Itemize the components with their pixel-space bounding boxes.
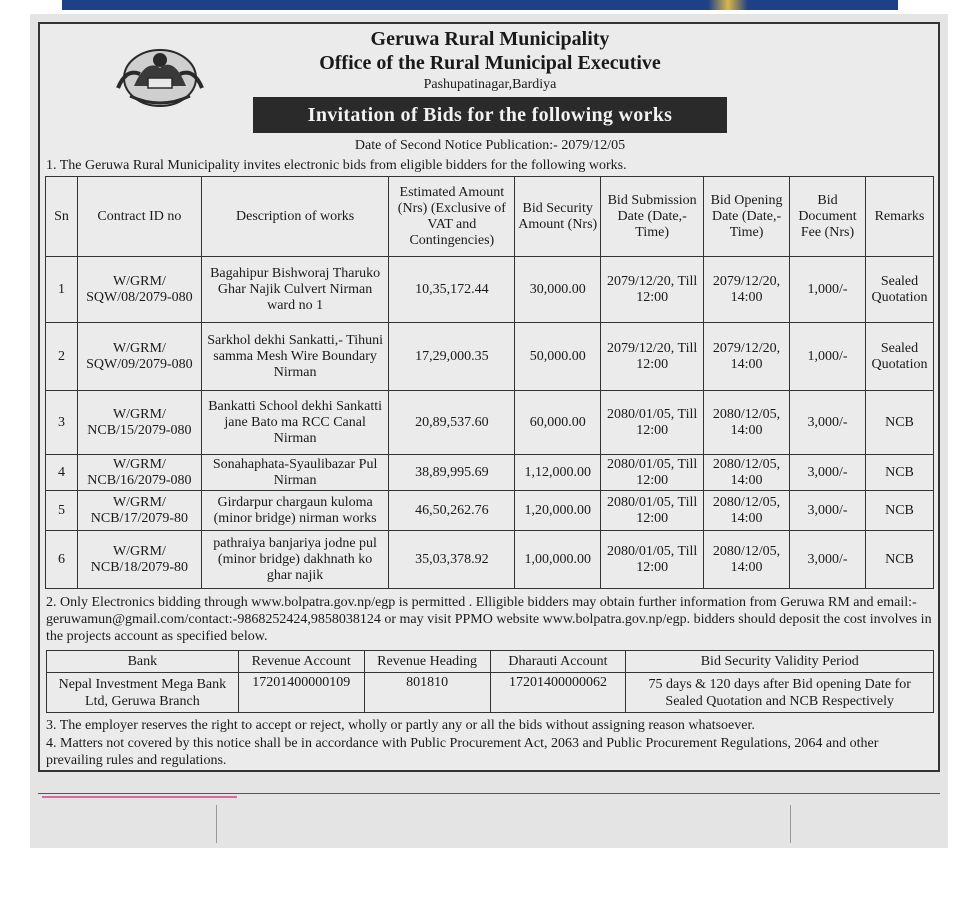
cell-sn: 6 (46, 531, 78, 589)
cell-estimated: 46,50,262.76 (389, 491, 515, 531)
cell-sn: 1 (46, 257, 78, 323)
cell-estimated: 17,29,000.35 (389, 323, 515, 391)
cell-fee: 3,000/- (790, 531, 866, 589)
cell-remarks: NCB (865, 455, 933, 491)
cell-validity: 75 days & 120 days after Bid opening Date for Sealed Quotation and NCB Respectively (626, 673, 934, 713)
cell-submission: 2080/01/05, Till 12:00 (601, 491, 704, 531)
nepal-emblem-logo (96, 38, 224, 112)
cell-sn: 4 (46, 455, 78, 491)
bank-header-row (47, 651, 934, 673)
cell-submission: 2080/01/05, Till 12:00 (601, 455, 704, 491)
cell-fee: 1,000/- (790, 257, 866, 323)
bank-account-table (46, 650, 934, 713)
cell-estimated: 38,89,995.69 (389, 455, 515, 491)
cell-contract-id: W/GRM/ NCB/16/2079-080 (77, 455, 201, 491)
cell-bank: Nepal Investment Mega Bank Ltd, Geruwa Branch (47, 673, 239, 713)
cell-estimated: 20,89,537.60 (389, 391, 515, 455)
cell-opening: 2079/12/20, 14:00 (704, 257, 790, 323)
cell-opening: 2080/12/05, 14:00 (704, 491, 790, 531)
cell-submission: 2080/01/05, Till 12:00 (601, 531, 704, 589)
col-header-revenue-heading: Revenue Heading (364, 651, 490, 673)
col-header-sn: Sn (46, 177, 78, 257)
cell-security: 1,20,000.00 (515, 491, 601, 531)
cell-opening: 2080/12/05, 14:00 (704, 455, 790, 491)
cell-remarks: Sealed Quotation (865, 257, 933, 323)
cell-revenue-heading: 801810 (364, 673, 490, 713)
cell-remarks: NCB (865, 391, 933, 455)
bids-table (45, 176, 934, 589)
fold-mark (790, 805, 791, 843)
cell-sn: 2 (46, 323, 78, 391)
cell-submission: 2079/12/20, Till 12:00 (601, 323, 704, 391)
table-row (47, 673, 934, 713)
cell-contract-id: W/GRM/ NCB/15/2079-080 (77, 391, 201, 455)
col-header-dharauti-account: Dharauti Account (490, 651, 626, 673)
table-row (46, 323, 934, 391)
table-row (46, 391, 934, 455)
col-header-revenue-account: Revenue Account (238, 651, 364, 673)
top-bar-glint (708, 0, 748, 10)
bids-header-row (46, 177, 934, 257)
col-header-opening-date: Bid Opening Date (Date,- Time) (704, 177, 790, 257)
cell-remarks: NCB (865, 491, 933, 531)
col-header-remarks: Remarks (865, 177, 933, 257)
cell-description: Sonahaphata-Syaulibazar Pul Nirman (201, 455, 389, 491)
table-row (46, 455, 934, 491)
cell-fee: 3,000/- (790, 491, 866, 531)
col-header-contract-id: Contract ID no (77, 177, 201, 257)
divider-line (38, 793, 940, 794)
divider-accent (42, 796, 237, 798)
cell-opening: 2080/12/05, 14:00 (704, 531, 790, 589)
table-row (46, 257, 934, 323)
col-header-submission-date: Bid Submission Date (Date,- Time) (601, 177, 704, 257)
cell-security: 1,00,000.00 (515, 531, 601, 589)
office-name: Office of the Rural Municipal Executive (319, 52, 661, 74)
cell-description: Girdarpur chargaun kuloma (minor bridge) nirman works (201, 491, 389, 531)
cell-contract-id: W/GRM/ SQW/08/2079-080 (77, 257, 201, 323)
cell-security: 1,12,000.00 (515, 455, 601, 491)
publication-date: Date of Second Notice Publication:- 2079/12/05 (354, 138, 626, 153)
note-4-paragraph: 4. Matters not covered by this notice shall be in accordance with Public Procurement Act, 2063 and Public Procurement Regulations, 2064 and other prevailing rules and regulations. (46, 736, 879, 768)
cell-remarks: Sealed Quotation (865, 323, 933, 391)
cell-opening: 2080/12/05, 14:00 (704, 391, 790, 455)
cell-submission: 2079/12/20, Till 12:00 (601, 257, 704, 323)
municipality-name: Geruwa Rural Municipality (370, 28, 610, 50)
col-header-document-fee: Bid Document Fee (Nrs) (790, 177, 866, 257)
cell-estimated: 10,35,172.44 (389, 257, 515, 323)
cell-contract-id: W/GRM/ NCB/18/2079-80 (77, 531, 201, 589)
note-2-paragraph: 2. Only Electronics bidding through www.bolpatra.gov.np/egp is permitted . Elligible bidders may obtain further information from Geruwa RM and email:- geruwamun@gmail.com/contact:-9868252424,9858038124 or may visit PPMO website www.bolpatra.gov.np/egp. bidders should deposit the cost involves in the projects account as specified below. (46, 595, 932, 644)
col-header-bid-security: Bid Security Amount (Nrs) (515, 177, 601, 257)
cell-security: 60,000.00 (515, 391, 601, 455)
col-header-bank: Bank (47, 651, 239, 673)
cell-revenue-account: 17201400000109 (238, 673, 364, 713)
table-row (46, 491, 934, 531)
cell-estimated: 35,03,378.92 (389, 531, 515, 589)
cell-sn: 5 (46, 491, 78, 531)
intro-paragraph: 1. The Geruwa Rural Municipality invites electronic bids from eligible bidders for the following works. (46, 158, 627, 173)
cell-fee: 3,000/- (790, 455, 866, 491)
col-header-description: Description of works (201, 177, 389, 257)
cell-submission: 2080/01/05, Till 12:00 (601, 391, 704, 455)
cell-description: pathraiya banjariya jodne pul (minor bridge) dakhnath ko ghar najik (201, 531, 389, 589)
cell-contract-id: W/GRM/ NCB/17/2079-80 (77, 491, 201, 531)
cell-remarks: NCB (865, 531, 933, 589)
cell-opening: 2079/12/20, 14:00 (704, 323, 790, 391)
cell-description: Bankatti School dekhi Sankatti jane Bato ma RCC Canal Nirman (201, 391, 389, 455)
top-color-bar (62, 0, 898, 10)
col-header-validity-period: Bid Security Validity Period (626, 651, 934, 673)
office-address: Pashupatinagar,Bardiya (423, 77, 557, 92)
notice-banner: Invitation of Bids for the following works (253, 97, 727, 133)
note-3-paragraph: 3. The employer reserves the right to accept or reject, wholly or partly any or all the bids without assigning reason whatsoever. (46, 718, 755, 733)
cell-dharauti-account: 17201400000062 (490, 673, 626, 713)
fold-mark (216, 805, 217, 843)
cell-security: 30,000.00 (515, 257, 601, 323)
cell-security: 50,000.00 (515, 323, 601, 391)
cell-sn: 3 (46, 391, 78, 455)
table-row (46, 531, 934, 589)
cell-fee: 3,000/- (790, 391, 866, 455)
cell-description: Bagahipur Bishworaj Tharuko Ghar Najik Culvert Nirman ward no 1 (201, 257, 389, 323)
cell-description: Sarkhol dekhi Sankatti,- Tihuni samma Mesh Wire Boundary Nirman (201, 323, 389, 391)
cell-contract-id: W/GRM/ SQW/09/2079-080 (77, 323, 201, 391)
col-header-estimated-amount: Estimated Amount (Nrs) (Exclusive of VAT and Contingencies) (389, 177, 515, 257)
cell-fee: 1,000/- (790, 323, 866, 391)
